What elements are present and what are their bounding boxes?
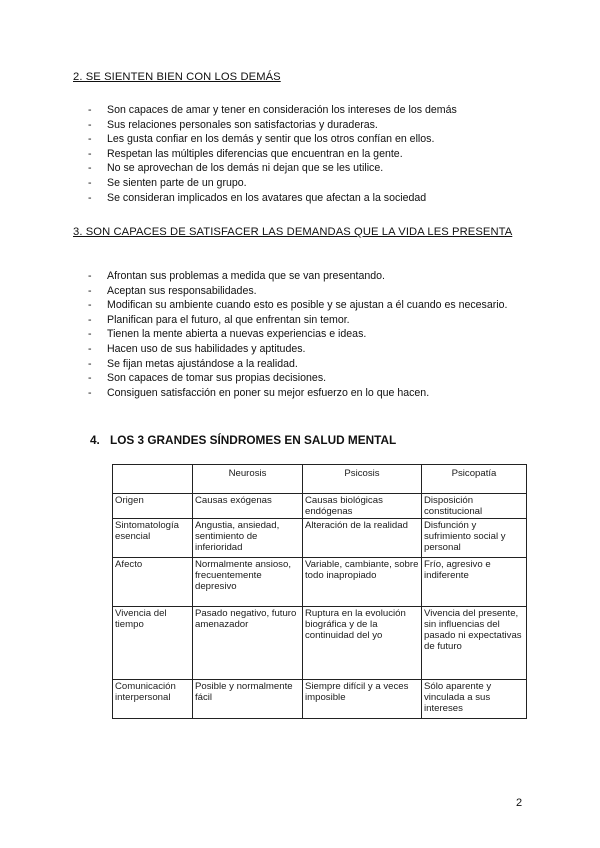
list-item: - Respetan las múltiples diferencias que encuentran en la gente. [88,147,528,162]
table-cell: Angustia, ansiedad, sentimiento de inferioridad [193,519,303,558]
table-header-row [113,465,527,494]
table-cell: Variable, cambiante, sobre todo inapropiado [303,558,422,607]
table-row [113,494,527,519]
table-cell: Posible y normalmente fácil [193,680,303,719]
table-cell: Disfunción y sufrimiento social y personal [422,519,527,558]
list-item: - Son capaces de tomar sus propias decisiones. [88,371,528,386]
section-2-list [88,103,528,205]
list-item: - Modifican su ambiente cuando esto es posible y se ajustan a él cuando es necesario. [88,298,528,313]
table-row-header: Origen [113,494,193,519]
table-cell: Causas exógenas [193,494,303,519]
table-row [113,558,527,607]
table-cell: Normalmente ansioso, frecuentemente depresivo [193,558,303,607]
section-4-number: 4. [90,433,100,447]
table-cell: Disposición constitucional [422,494,527,519]
page-number: 2 [516,797,523,809]
table-header-cell [113,465,193,494]
list-item: - Planifican para el futuro, al que enfrentan sin temor. [88,313,528,328]
list-item: - Sus relaciones personales son satisfactorias y duraderas. [88,118,528,133]
table-row [113,519,527,558]
table-row-header: Afecto [113,558,193,607]
section-3-list [88,269,528,400]
table-row-header: Sintomatología esencial [113,519,193,558]
table-cell: Alteración de la realidad [303,519,422,558]
section-4-title-text: LOS 3 GRANDES SÍNDROMES EN SALUD MENTAL [110,433,397,447]
list-item: - Tienen la mente abierta a nuevas experiencias e ideas. [88,327,528,342]
list-item: - Se sienten parte de un grupo. [88,176,528,191]
list-item: - Se consideran implicados en los avatares que afectan a la sociedad [88,191,528,206]
list-item: - Consiguen satisfacción en poner su mejor esfuerzo en lo que hacen. [88,386,528,401]
table-cell: Causas biológicas endógenas [303,494,422,519]
section-2-heading: 2. SE SIENTEN BIEN CON LOS DEMÁS [73,71,281,83]
table-row [113,680,527,719]
list-item: - Se fijan metas ajustándose a la realidad. [88,357,528,372]
table-cell: Ruptura en la evolución biográfica y de la continuidad del yo [303,607,422,680]
table-cell: Vivencia del presente, sin influencias del pasado ni expectativas de futuro [422,607,527,680]
section-4-heading [90,433,396,447]
table-cell: Pasado negativo, futuro amenazador [193,607,303,680]
table-header-cell: Neurosis [193,465,303,494]
table-cell: Sólo aparente y vinculada a sus intereses [422,680,527,719]
table-row-header: Vivencia del tiempo [113,607,193,680]
table-cell: Frío, agresivo e indiferente [422,558,527,607]
list-item: - Les gusta confiar en los demás y sentir que los otros confían en ellos. [88,132,528,147]
table-cell: Siempre difícil y a veces imposible [303,680,422,719]
list-item: - Hacen uso de sus habilidades y aptitudes. [88,342,528,357]
table-header-cell: Psicosis [303,465,422,494]
table-header-cell: Psicopatía [422,465,527,494]
table-row-header: Comunicación interpersonal [113,680,193,719]
syndromes-table [112,464,527,719]
table-row [113,607,527,680]
section-3-heading: 3. SON CAPACES DE SATISFACER LAS DEMANDAS QUE LA VIDA LES PRESENTA [73,226,513,238]
list-item: - Afrontan sus problemas a medida que se van presentando. [88,269,528,284]
list-item: - Aceptan sus responsabilidades. [88,284,528,299]
list-item: - No se aprovechan de los demás ni dejan que se les utilice. [88,161,528,176]
list-item: - Son capaces de amar y tener en consideración los intereses de los demás [88,103,528,118]
